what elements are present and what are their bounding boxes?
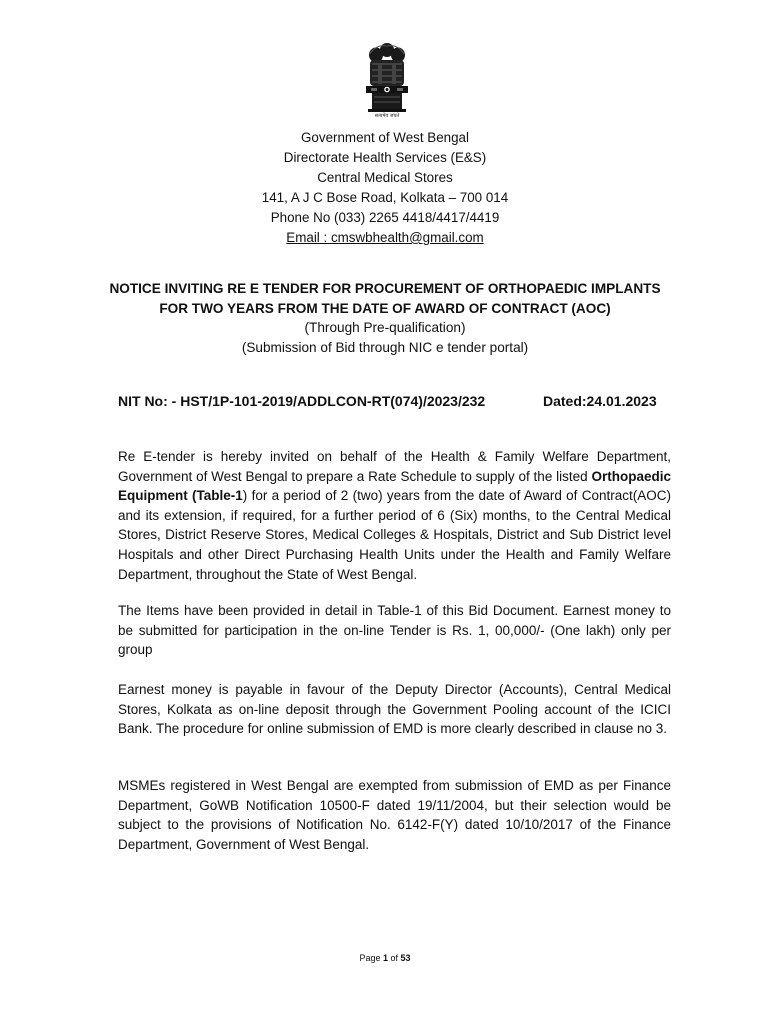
notice-title-block: [100, 279, 670, 357]
nit-date: Dated:24.01.2023: [543, 393, 657, 409]
notice-subtitle-submission: (Submission of Bid through NIC e tender portal): [241, 339, 529, 355]
header-email-link[interactable]: Email : cmswbhealth@gmail.com: [286, 230, 484, 245]
footer-page-label: Page: [359, 953, 383, 963]
paragraph-invitation-start: Re E-tender is hereby invited on behalf of the Health & Family Welfare Department, Government of West Bengal to prepare a Rate Schedule to supply of the listed: [118, 449, 671, 484]
nit-reference-line: [118, 391, 670, 411]
state-emblem-icon: [358, 40, 416, 122]
paragraph-invitation-end: ) for a period of 2 (two) years from the date of Award of Contract(AOC) and its extension, if required, for a further period of 6 (Six) months, to the Central Medical Stores, District Reserve Stores, Medical Colleges & Hospitals, District and Sub District level Hospitals and other Direct Purchasing Health Units under the Health and Family Welfare Department, throughout the State of West Bengal.: [118, 488, 671, 582]
emblem-motto: सत्यमेव जयते: [374, 113, 400, 119]
footer-of-label: of: [388, 953, 401, 963]
notice-title-line1: NOTICE INVITING RE E TENDER FOR PROCUREMENT OF ORTHOPAEDIC IMPLANTS: [109, 281, 661, 296]
header-directorate: Directorate Health Services (E&S): [283, 150, 487, 165]
notice-subtitle-prequalification: (Through Pre-qualification): [304, 320, 466, 335]
paragraph-invitation-bold: Orthopaedic Equipment (Table-1: [118, 468, 671, 504]
header-phone: Phone No (033) 2265 4418/4417/4419: [270, 210, 500, 225]
header-government: Government of West Bengal: [301, 130, 469, 145]
office-header: [0, 128, 770, 248]
footer-total-pages: 53: [400, 953, 411, 963]
header-office: Central Medical Stores: [317, 170, 453, 185]
header-address: 141, A J C Bose Road, Kolkata – 700 014: [261, 190, 509, 205]
footer-current-page: 1: [382, 953, 388, 963]
paragraph-emd-payment: Earnest money is payable in favour of the Deputy Director (Accounts), Central Medical Stores, Kolkata as on-line deposit through the Government Pooling account of the ICICI Bank. The procedure for online submission of EMD is more clearly described in clause no 3.: [118, 682, 671, 737]
nit-number: NIT No: - HST/1P-101-2019/ADDLCON-RT(074)/2023/232: [118, 393, 486, 409]
notice-title-line2: FOR TWO YEARS FROM THE DATE OF AWARD OF CONTRACT (AOC): [159, 300, 611, 316]
paragraph-invitation: [118, 447, 671, 584]
page-footer: [0, 952, 770, 964]
paragraph-earnest-money: The Items have been provided in detail in Table-1 of this Bid Document. Earnest money to be submitted for participation in the on-line Tender is Rs. 1, 00,000/- (One lakh) only per group: [118, 603, 671, 658]
paragraph-msme-exemption: MSMEs registered in West Bengal are exempted from submission of EMD as per Finance Department, GoWB Notification 10500-F dated 19/11/2004, but their selection would be subject to the provisions of Notification No. 6142-F(Y) dated 10/10/2017 of the Finance Department, Government of West Bengal.: [118, 778, 671, 852]
